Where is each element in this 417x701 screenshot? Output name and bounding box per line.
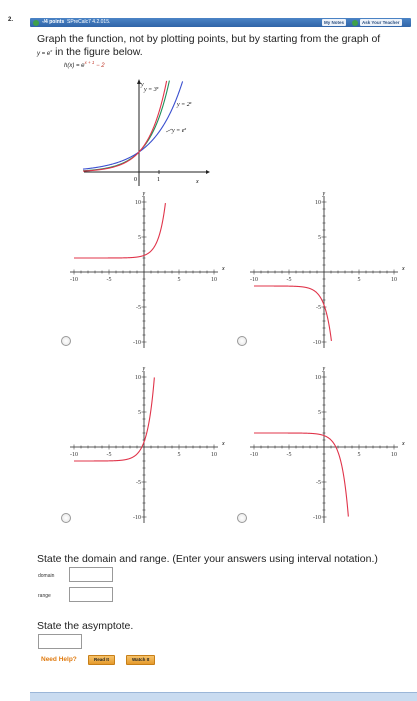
function-curve <box>74 377 154 461</box>
y-tick-label: 5 <box>138 235 141 241</box>
function-definition <box>64 60 105 69</box>
y-axis-label: y <box>322 191 326 197</box>
y-tick-label: -5 <box>136 305 141 311</box>
x-tick-label: 5 <box>357 277 361 283</box>
ref-tick-zero: 0 <box>134 177 137 183</box>
x-tick-label: -10 <box>250 452 258 458</box>
x-tick-label: 5 <box>177 452 181 458</box>
x-axis-label: x <box>402 266 405 272</box>
ref-x-axis-label: x <box>196 179 199 185</box>
domain-label: domain <box>38 573 55 579</box>
x-tick-label: -10 <box>70 277 78 283</box>
choice-b-graph <box>246 188 406 354</box>
y-tick-label: -10 <box>133 340 141 346</box>
source-text: SPreCalc7 4.2.015. <box>67 19 111 25</box>
x-axis-label: x <box>222 266 225 272</box>
ref-y-axis-label: y <box>141 82 144 88</box>
x-tick-label: -5 <box>286 277 292 283</box>
x-tick-label: 5 <box>177 277 181 283</box>
choice-b-radio[interactable] <box>237 336 247 346</box>
ask-teacher-icon <box>352 20 358 26</box>
y-tick-label: -5 <box>316 305 321 311</box>
asymptote-input[interactable] <box>38 634 82 649</box>
ref-curve-y2 <box>83 81 183 169</box>
prompt-var-sup: x <box>50 48 53 53</box>
choice-a-radio[interactable] <box>61 336 71 346</box>
asymptote-instruction: State the asymptote. <box>37 620 134 632</box>
x-axis-label: x <box>222 441 225 447</box>
y-tick-label: -5 <box>136 480 141 486</box>
y-tick-label: 5 <box>318 410 321 416</box>
choice-c-radio[interactable] <box>61 513 71 523</box>
function-curve <box>74 203 165 258</box>
y-axis-label: y <box>142 366 146 372</box>
y-tick-label: -10 <box>313 515 321 521</box>
reference-graph <box>80 78 210 190</box>
function-lhs: h(x) = e <box>64 63 85 69</box>
ref-label-y3: $y = 3^x$ <box>144 85 159 93</box>
x-tick-label: 10 <box>211 277 217 283</box>
question-prompt-line2 <box>37 46 143 58</box>
y-tick-label: -5 <box>316 480 321 486</box>
my-notes-button[interactable]: My Notes <box>324 20 345 25</box>
x-tick-label: 10 <box>391 277 397 283</box>
choice-a-graph <box>66 188 226 354</box>
domain-range-instruction: State the domain and range. (Enter your answers using interval notation.) <box>37 553 378 565</box>
domain-input[interactable] <box>69 567 113 582</box>
x-tick-label: -5 <box>106 277 112 283</box>
function-rhs: − 2 <box>94 63 105 69</box>
x-tick-label: -10 <box>70 452 78 458</box>
range-label: range <box>38 593 51 599</box>
y-axis-label: y <box>142 191 146 197</box>
choice-c-graph <box>66 363 226 529</box>
question-number: 2. <box>8 17 14 23</box>
read-it-button[interactable]: Read It <box>88 655 115 665</box>
y-tick-label: -10 <box>313 340 321 346</box>
y-axis-label: y <box>322 366 326 372</box>
ref-label-y2: $y = 2^x$ <box>177 100 192 108</box>
ref-curve-y3 <box>83 81 167 171</box>
x-tick-label: 5 <box>357 452 361 458</box>
ref-tick-one-label: 1 <box>157 177 160 183</box>
x-tick-label: 10 <box>211 452 217 458</box>
y-tick-label: 5 <box>138 410 141 416</box>
x-tick-label: -5 <box>106 452 112 458</box>
y-tick-label: 5 <box>318 235 321 241</box>
choice-d-graph <box>246 363 406 529</box>
x-tick-label: -10 <box>250 277 258 283</box>
ref-curve-ye <box>83 81 169 171</box>
need-help-label: Need Help? <box>41 656 77 663</box>
ref-x-arrow <box>206 170 210 174</box>
range-input[interactable] <box>69 587 113 602</box>
x-tick-label: 10 <box>391 452 397 458</box>
x-tick-label: -5 <box>286 452 292 458</box>
y-tick-label: -10 <box>133 515 141 521</box>
y-tick-label: 10 <box>315 200 321 206</box>
points-badge-icon <box>33 20 39 26</box>
prompt-rest: in the figure below. <box>52 46 143 58</box>
ask-teacher-button[interactable]: Ask Your Teacher <box>362 20 400 25</box>
question-header-bar <box>30 18 411 27</box>
function-curve <box>254 286 331 341</box>
ref-label-ye: $y = e^x$ <box>172 126 187 134</box>
prompt-var: y = e <box>37 51 51 57</box>
points-text: -/4 points <box>42 19 65 25</box>
watch-it-button[interactable]: Watch It <box>126 655 155 665</box>
choice-d-radio[interactable] <box>237 513 247 523</box>
y-tick-label: 10 <box>135 375 141 381</box>
question-prompt: Graph the function, not by plotting points, but by starting from the graph of <box>37 33 381 45</box>
x-axis-label: x <box>402 441 405 447</box>
y-tick-label: 10 <box>315 375 321 381</box>
y-tick-label: 10 <box>135 200 141 206</box>
function-exponent: x + 1 <box>84 60 95 65</box>
